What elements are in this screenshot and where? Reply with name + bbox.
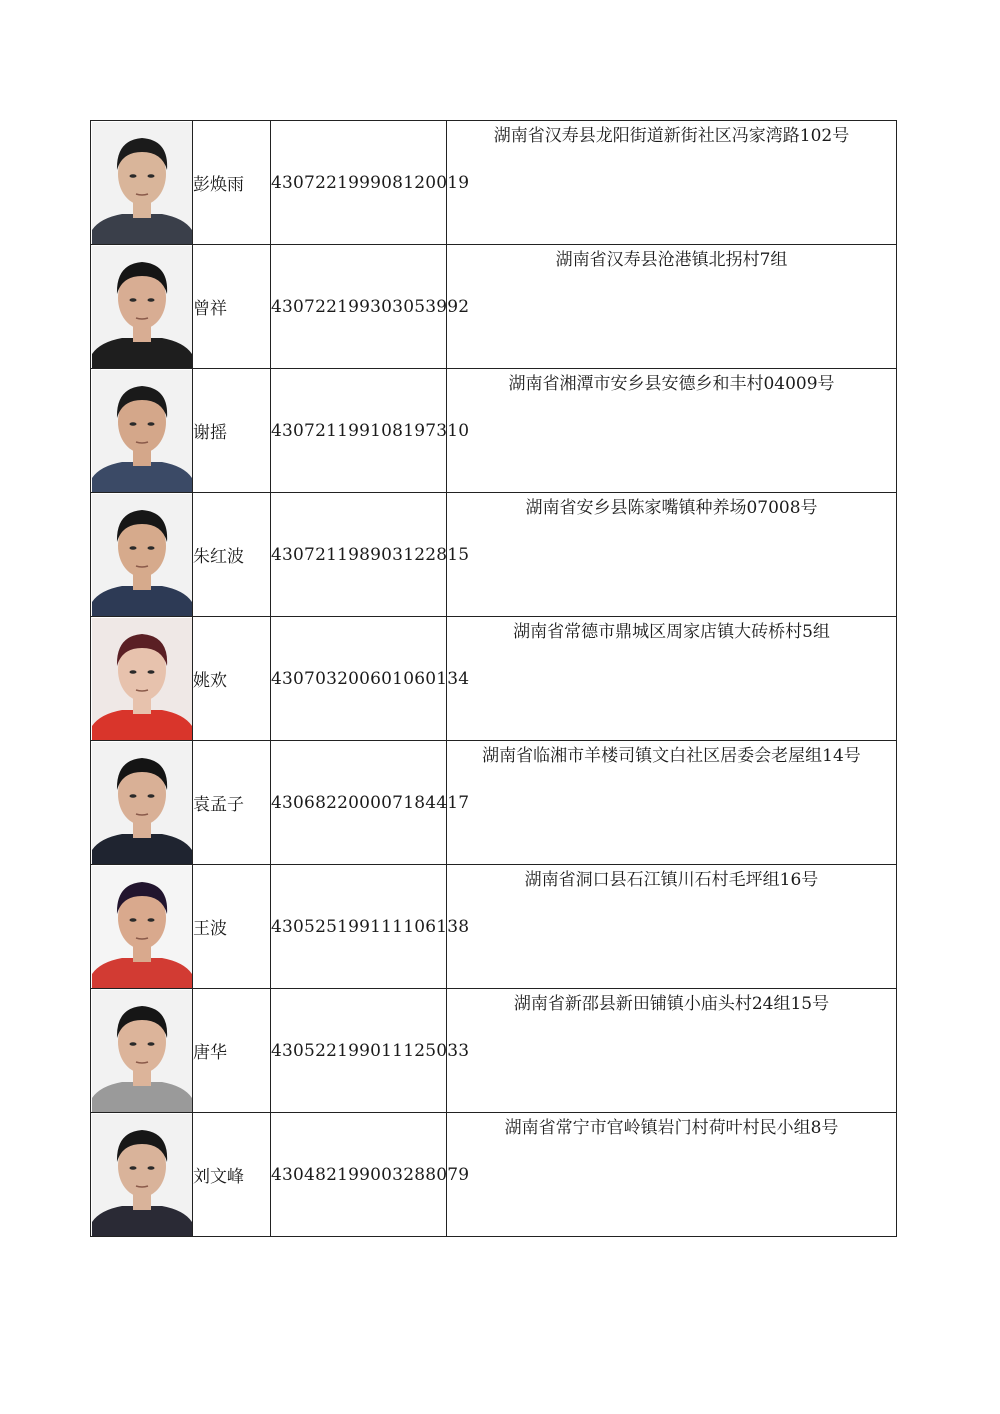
shoulders xyxy=(92,958,192,988)
name-cell: 刘文峰 xyxy=(193,1113,271,1237)
id-number-cell: 430482199003288079 xyxy=(271,1113,447,1237)
photo-cell xyxy=(91,493,193,617)
right-eye xyxy=(147,422,154,426)
photo-cell xyxy=(91,369,193,493)
name-cell: 袁孟子 xyxy=(193,741,271,865)
portrait-photo xyxy=(92,618,192,740)
name-cell: 姚欢 xyxy=(193,617,271,741)
left-eye xyxy=(129,670,136,674)
portrait-photo xyxy=(92,370,192,492)
address-cell: 湖南省汉寿县龙阳街道新街社区冯家湾路102号 xyxy=(447,121,897,245)
records-table xyxy=(90,120,897,1237)
photo-cell xyxy=(91,865,193,989)
photo-cell xyxy=(91,989,193,1113)
left-eye xyxy=(129,1166,136,1170)
name-cell: 曾祥 xyxy=(193,245,271,369)
address-cell: 湖南省新邵县新田铺镇小庙头村24组15号 xyxy=(447,989,897,1113)
photo-cell xyxy=(91,1113,193,1237)
left-eye xyxy=(129,794,136,798)
portrait-photo xyxy=(92,990,192,1112)
table-row xyxy=(91,989,897,1113)
portrait-photo xyxy=(92,246,192,368)
address-cell: 湖南省常宁市官岭镇岩门村荷叶村民小组8号 xyxy=(447,1113,897,1237)
right-eye xyxy=(147,298,154,302)
left-eye xyxy=(129,174,136,178)
shoulders xyxy=(92,1082,192,1112)
photo-cell xyxy=(91,121,193,245)
id-number-cell: 430721198903122815 xyxy=(271,493,447,617)
id-number-cell: 430722199908120019 xyxy=(271,121,447,245)
id-number-cell: 430703200601060134 xyxy=(271,617,447,741)
photo-cell xyxy=(91,741,193,865)
left-eye xyxy=(129,546,136,550)
table-row xyxy=(91,369,897,493)
id-number-cell: 430525199111106138 xyxy=(271,865,447,989)
name-cell: 彭焕雨 xyxy=(193,121,271,245)
table-row xyxy=(91,865,897,989)
table-row xyxy=(91,245,897,369)
portrait-photo xyxy=(92,122,192,244)
id-number-cell: 430721199108197310 xyxy=(271,369,447,493)
photo-cell xyxy=(91,245,193,369)
address-cell: 湖南省安乡县陈家嘴镇种养场07008号 xyxy=(447,493,897,617)
photo-cell xyxy=(91,617,193,741)
address-cell: 湖南省洞口县石江镇川石村毛坪组16号 xyxy=(447,865,897,989)
portrait-photo xyxy=(92,866,192,988)
address-cell: 湖南省湘潭市安乡县安德乡和丰村04009号 xyxy=(447,369,897,493)
table-row xyxy=(91,617,897,741)
right-eye xyxy=(147,794,154,798)
portrait-photo xyxy=(92,494,192,616)
table-row xyxy=(91,493,897,617)
portrait-photo xyxy=(92,1114,192,1236)
id-number-cell: 430722199303053992 xyxy=(271,245,447,369)
id-number-cell: 430682200007184417 xyxy=(271,741,447,865)
shoulders xyxy=(92,834,192,864)
portrait-photo xyxy=(92,742,192,864)
name-cell: 唐华 xyxy=(193,989,271,1113)
address-cell: 湖南省汉寿县沧港镇北拐村7组 xyxy=(447,245,897,369)
shoulders xyxy=(92,710,192,740)
right-eye xyxy=(147,918,154,922)
address-cell: 湖南省常德市鼎城区周家店镇大砖桥村5组 xyxy=(447,617,897,741)
left-eye xyxy=(129,422,136,426)
table-row xyxy=(91,121,897,245)
table-row xyxy=(91,741,897,865)
shoulders xyxy=(92,462,192,492)
left-eye xyxy=(129,298,136,302)
table-row xyxy=(91,1113,897,1237)
left-eye xyxy=(129,1042,136,1046)
right-eye xyxy=(147,546,154,550)
name-cell: 朱红波 xyxy=(193,493,271,617)
name-cell: 谢摇 xyxy=(193,369,271,493)
records-body xyxy=(91,121,897,1237)
right-eye xyxy=(147,1166,154,1170)
right-eye xyxy=(147,670,154,674)
name-cell: 王波 xyxy=(193,865,271,989)
left-eye xyxy=(129,918,136,922)
address-cell: 湖南省临湘市羊楼司镇文白社区居委会老屋组14号 xyxy=(447,741,897,865)
shoulders xyxy=(92,586,192,616)
shoulders xyxy=(92,338,192,368)
right-eye xyxy=(147,1042,154,1046)
shoulders xyxy=(92,214,192,244)
id-number-cell: 430522199011125033 xyxy=(271,989,447,1113)
shoulders xyxy=(92,1206,192,1236)
right-eye xyxy=(147,174,154,178)
